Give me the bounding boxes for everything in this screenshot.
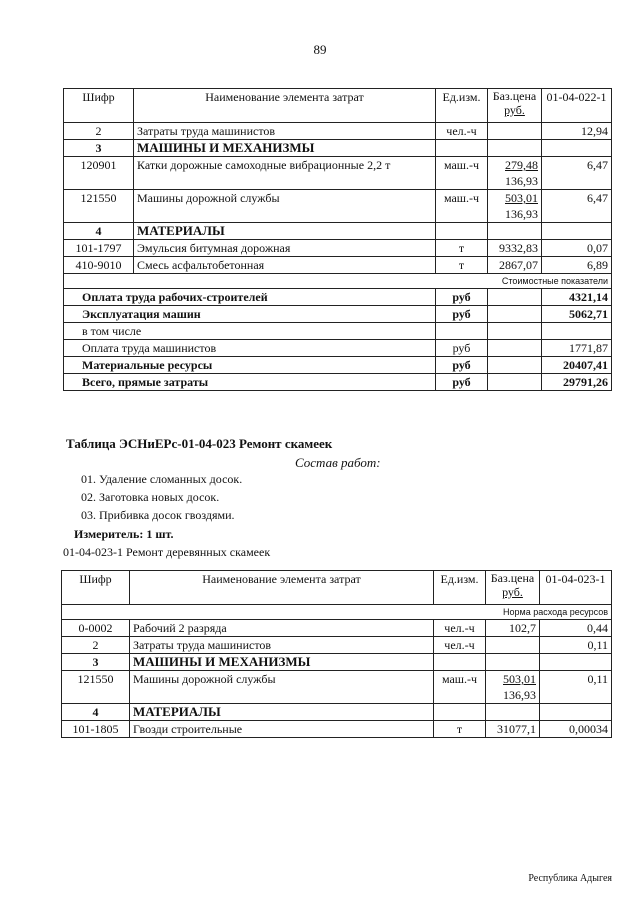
row-name: Катки дорожные самоходные вибрационные 2,2 т: [134, 157, 436, 190]
table-header: [62, 571, 612, 605]
cost-name: Всего, прямые затраты: [64, 374, 436, 391]
cost-name: в том числе: [64, 323, 436, 340]
cost-value: 1771,87: [542, 340, 612, 357]
row-unit: [436, 223, 488, 240]
table-header: [64, 89, 612, 123]
row-value: 6,89: [542, 257, 612, 274]
row-value: [540, 654, 612, 671]
header-norm: 01-04-022-1: [542, 89, 612, 123]
header-name: Наименование элемента затрат: [134, 89, 436, 123]
row-unit: маш.-ч: [436, 190, 488, 223]
cost-row: [64, 357, 612, 374]
table-row: [64, 190, 612, 223]
header-price-line1: Баз.цена: [490, 571, 535, 585]
header-price-line2: руб.: [502, 585, 523, 599]
row-code: 0-0002: [62, 620, 130, 637]
table-row: [64, 257, 612, 274]
row-name: Гвозди строительные: [130, 721, 434, 738]
row-price-main: 503,01: [503, 672, 536, 686]
cost-unit: руб: [436, 306, 488, 323]
row-code: 120901: [64, 157, 134, 190]
work-item-1: 01. Удаление сломанных досок.: [81, 472, 243, 486]
row-price: [486, 721, 540, 738]
row-price: [486, 654, 540, 671]
row-code: 101-1805: [62, 721, 130, 738]
norm-label: Норма расхода ресурсов: [62, 605, 612, 620]
footer-region: Республика Адыгея: [528, 873, 612, 884]
header-price-line1: Баз.цена: [492, 89, 537, 103]
cost-name: Оплата труда рабочих-строителей: [64, 289, 436, 306]
row-price: [488, 123, 542, 140]
table-row: [64, 123, 612, 140]
cost-value: 4321,14: [542, 289, 612, 306]
row-price: [486, 704, 540, 721]
cost-name: Материальные ресурсы: [64, 357, 436, 374]
table-row: [62, 654, 612, 671]
row-code: 3: [62, 654, 130, 671]
cost-row: [64, 374, 612, 391]
cost-empty: [488, 374, 542, 391]
cost-unit: руб: [436, 289, 488, 306]
row-value: [540, 704, 612, 721]
row-code: 4: [64, 223, 134, 240]
table-row: [62, 620, 612, 637]
row-unit: [436, 140, 488, 157]
cost-table-2: [61, 570, 612, 738]
cost-row: [64, 306, 612, 323]
row-unit: маш.-ч: [434, 671, 486, 704]
row-price: [488, 140, 542, 157]
cost-row: [64, 340, 612, 357]
table-title: Таблица ЭСНиЕРс-01-04-023 Ремонт скамеек: [66, 436, 333, 451]
row-code: 2: [62, 637, 130, 654]
row-price-wage: 136,93: [503, 688, 536, 702]
table-row: [62, 721, 612, 738]
row-unit: т: [436, 257, 488, 274]
row-name: Машины дорожной службы: [130, 671, 434, 704]
row-value: 0,11: [540, 671, 612, 704]
row-value: 6,47: [542, 190, 612, 223]
header-price-line2: руб.: [504, 103, 525, 117]
measure-unit: Измеритель: 1 шт.: [74, 527, 174, 541]
row-value: 0,44: [540, 620, 612, 637]
work-item-2: 02. Заготовка новых досок.: [81, 490, 220, 504]
row-name: МАТЕРИАЛЫ: [134, 223, 436, 240]
row-unit: чел.-ч: [436, 123, 488, 140]
row-value: 6,47: [542, 157, 612, 190]
row-price: [488, 257, 542, 274]
table-row: [64, 140, 612, 157]
row-unit: маш.-ч: [436, 157, 488, 190]
cost-label-row: [64, 274, 612, 289]
cost-name: Оплата труда машинистов: [64, 340, 436, 357]
row-price: [488, 190, 542, 223]
table-row: [62, 704, 612, 721]
cost-unit: руб: [436, 340, 488, 357]
cost-table-1: [63, 88, 612, 391]
row-price-main: 102,7: [509, 621, 536, 635]
header-price: [488, 89, 542, 123]
cost-value: 20407,41: [542, 357, 612, 374]
row-value: [542, 223, 612, 240]
cost-empty: [488, 289, 542, 306]
row-price: [488, 157, 542, 190]
row-code: 410-9010: [64, 257, 134, 274]
row-value: 12,94: [542, 123, 612, 140]
cost-value: 5062,71: [542, 306, 612, 323]
row-name: Затраты труда машинистов: [134, 123, 436, 140]
row-code: 2: [64, 123, 134, 140]
cost-row: [64, 323, 612, 340]
row-name: Машины дорожной службы: [134, 190, 436, 223]
row-price-wage: 136,93: [505, 174, 538, 188]
row-unit: [434, 704, 486, 721]
work-composition-title: Состав работ:: [295, 455, 381, 470]
row-price: [486, 671, 540, 704]
header-code: Шифр: [64, 89, 134, 123]
row-price-wage: 136,93: [505, 207, 538, 221]
row-name: МАШИНЫ И МЕХАНИЗМЫ: [134, 140, 436, 157]
row-price-main: 503,01: [505, 191, 538, 205]
row-price: [486, 637, 540, 654]
cost-empty: [488, 306, 542, 323]
cost-unit: руб: [436, 357, 488, 374]
row-name: Смесь асфальтобетонная: [134, 257, 436, 274]
cost-empty: [488, 357, 542, 374]
row-price: [486, 620, 540, 637]
row-price-main: 9332,83: [499, 241, 538, 255]
row-unit: чел.-ч: [434, 637, 486, 654]
row-price-main: 279,48: [505, 158, 538, 172]
table-row: [64, 157, 612, 190]
header-code: Шифр: [62, 571, 130, 605]
table-row: [62, 637, 612, 654]
cost-value: [542, 323, 612, 340]
cost-unit: руб: [436, 374, 488, 391]
work-item-3: 03. Прибивка досок гвоздями.: [81, 508, 235, 522]
header-unit: Ед.изм.: [434, 571, 486, 605]
row-price-main: 31077,1: [497, 722, 536, 736]
row-code: 3: [64, 140, 134, 157]
cost-empty: [488, 323, 542, 340]
row-code: 101-1797: [64, 240, 134, 257]
row-code: 121550: [64, 190, 134, 223]
row-unit: т: [434, 721, 486, 738]
cost-empty: [488, 340, 542, 357]
row-price: [488, 240, 542, 257]
cost-unit: [436, 323, 488, 340]
table-row: [62, 671, 612, 704]
row-name: Эмульсия битумная дорожная: [134, 240, 436, 257]
row-value: 0,11: [540, 637, 612, 654]
item-code-title: 01-04-023-1 Ремонт деревянных скамеек: [63, 545, 271, 559]
row-code: 121550: [62, 671, 130, 704]
row-name: МАТЕРИАЛЫ: [130, 704, 434, 721]
row-value: [542, 140, 612, 157]
table-row: [64, 223, 612, 240]
cost-name: Эксплуатация машин: [64, 306, 436, 323]
row-price-main: 2867,07: [499, 258, 538, 272]
page-number: 89: [313, 42, 327, 57]
header-name: Наименование элемента затрат: [130, 571, 434, 605]
row-unit: [434, 654, 486, 671]
cost-value: 29791,26: [542, 374, 612, 391]
row-code: 4: [62, 704, 130, 721]
header-price: [486, 571, 540, 605]
row-unit: т: [436, 240, 488, 257]
row-name: Затраты труда машинистов: [130, 637, 434, 654]
row-name: Рабочий 2 разряда: [130, 620, 434, 637]
row-price: [488, 223, 542, 240]
norm-label-row: [62, 605, 612, 620]
cost-label: Стоимостные показатели: [64, 274, 612, 289]
row-value: 0,07: [542, 240, 612, 257]
header-unit: Ед.изм.: [436, 89, 488, 123]
row-unit: чел.-ч: [434, 620, 486, 637]
cost-row: [64, 289, 612, 306]
row-name: МАШИНЫ И МЕХАНИЗМЫ: [130, 654, 434, 671]
table-row: [64, 240, 612, 257]
header-norm: 01-04-023-1: [540, 571, 612, 605]
row-value: 0,00034: [540, 721, 612, 738]
